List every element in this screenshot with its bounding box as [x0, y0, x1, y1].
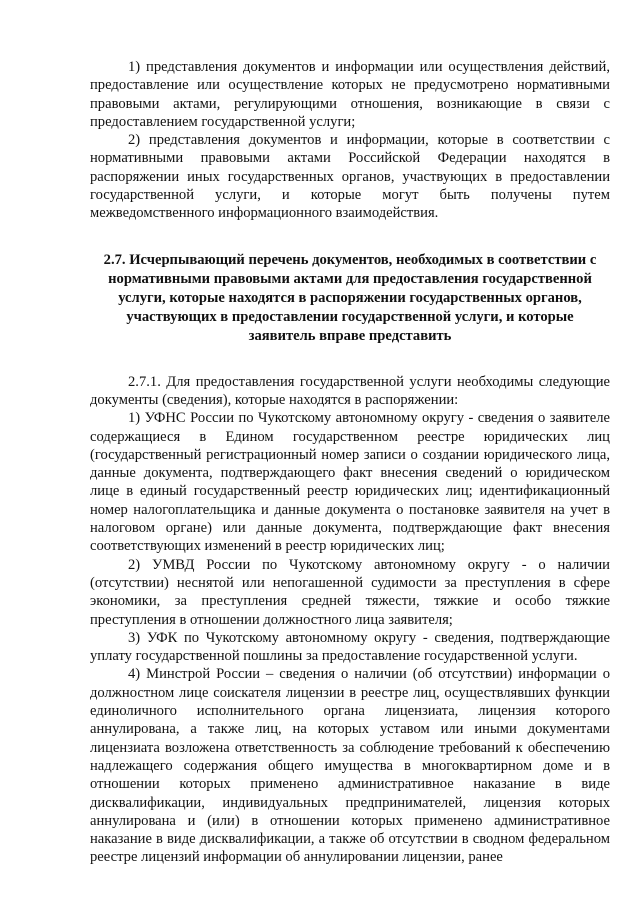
paragraph-intro: 2.7.1. Для предоставления государственной услуги необходимы следующие документы (сведения), которые находятся в распоряжении:	[90, 373, 610, 408]
list-item-ufns: 1) УФНС России по Чукотскому автономному округу - сведения о заявителе содержащиеся в Едином государственном реестре юридических лиц (государственный регистрационный номер записи о создании юридического лица, данные документа, подтверждающего факт внесения сведений о юридическом лице в единый государственный реестр юридических лиц; идентификационный номер налогоплательщика и данные документа о постановке заявителя на учет в налоговом органе) или данные документа, подтверждающие факт внесения соответствующих изменений в реестр юридических лиц;	[90, 410, 610, 555]
list-item-ufk: 3) УФК по Чукотскому автономному округу - сведения, подтверждающие уплату государственной пошлины за предоставление государственной услуги.	[90, 629, 610, 665]
section-heading: 2.7. Исчерпывающий перечень документов, необходимых в соответствии с нормативными правовыми актами для предоставления государственной услуги, которые находятся в распоряжении государственных органов, участвующих в предоставлении государственной услуги, и которые заявитель вправе представить	[103, 251, 597, 345]
list-item-minstroy: 4) Минстрой России – сведения о наличии (об отсутствии) информации о должностном лице соискателя лицензии в реестре лиц, осуществлявших функции единоличного исполнительного органа лицензиата, лицензия которого аннулирована, а также лиц, на которых уставом или иными документами лицензиата возложена ответственность за соблюдение требований к обеспечению надлежащего содержания общего имущества в многоквартирном доме и в отношении которых применено административное наказание в виде дисквалификации, индивидуальных предпринимателей, лицензия которых аннулирована и (или) в отношении которых применено административное наказание в виде дисквалификации, а также об отсутствии в сводном федеральном реестре лицензий информации об аннулировании лицензии, ранее	[90, 666, 610, 866]
paragraph-item-1: 1) представления документов и информации или осуществления действий, предоставление или осуществление которых не предусмотрено нормативными правовыми актами, регулирующими отношения, возникающие в связи с предоставлением государственной услуги;	[90, 59, 610, 130]
list-item-umvd: 2) УМВД России по Чукотскому автономному округу - о наличии (отсутствии) неснятой или непогашенной судимости за преступления в сфере экономики, за преступления средней тяжести, тяжкие и особо тяжкие преступления в отношении должностного лица заявителя;	[90, 556, 610, 628]
document-page	[90, 58, 610, 867]
paragraph-item-2: 2) представления документов и информации, которые в соответствии с нормативными правовыми актами Российской Федерации находятся в распоряжении иных государственных органов, участвующих в предоставлении государственной услуги, и которые могут быть получены путем межведомственного информационного взаимодействия.	[90, 132, 610, 222]
